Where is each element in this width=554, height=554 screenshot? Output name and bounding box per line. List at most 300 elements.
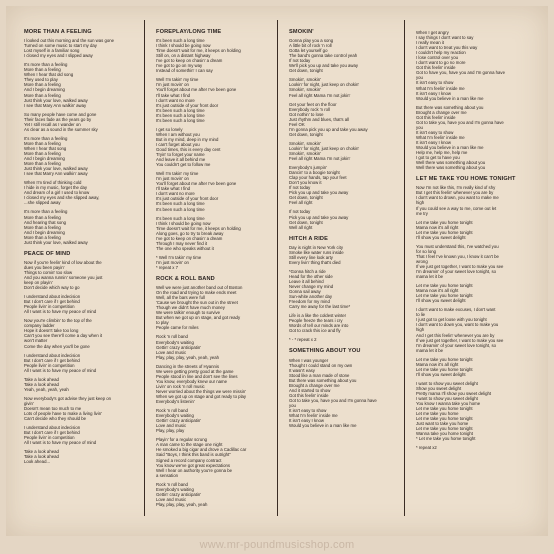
song-title: SOMETHING ABOUT YOU (289, 348, 361, 355)
lyric-line: Can't you see there'll come a day when it (24, 333, 103, 339)
lyric-line: Well I hear on authority you're gonna be (156, 467, 232, 473)
lyric-line: You'll forget about me after I've been gone (156, 181, 237, 187)
lyric-line: On the road and trying to make ends meet (156, 290, 237, 296)
lyric-line: More than a feeling (24, 214, 61, 220)
lyric-line: Got to have you, have you and I'm gonna have (416, 70, 505, 76)
lyric-line: Take a look ahead (24, 376, 59, 382)
lyric-stanza (416, 105, 538, 171)
lyric-line: More than a feeling (24, 92, 61, 98)
lyric-line: Freedom for my mind (289, 299, 330, 305)
lyric-line: high (416, 327, 425, 333)
lyric-stanza (156, 38, 278, 73)
lyric-line: Play, play, play, yeah, yeah (156, 501, 208, 507)
lyric-line: keep on playin' (24, 280, 53, 286)
lyric-line: for so long (416, 248, 437, 254)
lyric-line: But I don't care if I get behind (24, 357, 80, 363)
lyric-line: Well all right (289, 224, 313, 230)
lyric-line: I want to show you sweet delight (416, 380, 478, 386)
lyric-line: Gonna sail away (289, 289, 321, 295)
lyric-stanza (24, 449, 146, 464)
lyric-line: Gettin' crazy anticipatin' (156, 344, 202, 350)
lyric-line: Signed a record company contract (156, 457, 222, 463)
lyric-line: Let me take you home tonight (416, 293, 473, 299)
lyric-line: But I get this feelin' whenever you are by (416, 190, 494, 196)
lyric-line: Everybody's waiting (156, 339, 194, 345)
lyric-line: Time doesn't wait for me, it keeps on holding (156, 48, 241, 54)
lyric-line: Got nothin' to lose (289, 111, 324, 117)
lyric-line: Got to take you, have you and I'm gonna have (416, 119, 504, 125)
lyric-line: But there was something about you (416, 104, 484, 110)
lyric-line: But in my mind, deep in my mind (156, 136, 219, 142)
lyric-line: Still on, on a distant highway (156, 53, 211, 59)
lyric-line: I closed my eyes and she slipped away, (24, 195, 100, 201)
lyric-line: Their faces fade as the years go by (24, 116, 92, 122)
lyric-line: People livin' in competition (24, 304, 75, 310)
lyric-line: I couldn't help my reaction (416, 50, 466, 56)
lyric-line: Though we didn't have much money (156, 305, 225, 311)
lyric-line: Mama now it's all right (416, 361, 459, 367)
lyric-line: Just want to take you home (416, 421, 469, 427)
lyric-stanza (289, 313, 411, 333)
lyric-line: Through I may never find it (156, 240, 208, 246)
lyric-line: Got to take you, have you and I'm gonna have (289, 397, 377, 403)
lyric-line: We'll pick you up and take you away (289, 63, 359, 69)
lyric-line: I'll take what I find (156, 186, 191, 192)
lyric-line: Well I'm takin' my time (156, 171, 199, 177)
lyric-line: When I hear that old song (24, 72, 74, 78)
lyric-line: But I don't care if I get behind (24, 299, 80, 305)
lyric-line: Well there was something about you (416, 160, 486, 166)
lyric-line: But I don't care if I get behind (24, 430, 80, 436)
lyric-line: Everybody rock 'n roll (289, 106, 330, 112)
lyric-line: I don't want to go no more (416, 60, 466, 66)
lyric-line: It's just outside of your front door (156, 102, 219, 108)
lyric-stanza (289, 269, 411, 309)
lyric-line: More than a feeling (24, 82, 61, 88)
lyric-line: Tryin' to forget your name (156, 152, 205, 158)
lyric-line: More than a feeling (24, 161, 61, 167)
lyric-line: a sensation (156, 472, 178, 478)
lyric-line: It's been such a long time (156, 215, 205, 221)
lyric-line: Head for the other side (289, 273, 333, 279)
lyric-line: Rock 'n roll band (156, 481, 188, 487)
lyric-line: Let me take you home tonight (416, 356, 473, 362)
lyric-line: I see that Marry Ann walkin' away (24, 171, 88, 177)
song-title: PEACE OF MIND (24, 250, 71, 257)
lyric-line: Let me take you home tonight (416, 426, 473, 432)
lyric-line: Play, play, play (156, 428, 185, 434)
lyric-line: It isn't easy I know (289, 418, 324, 424)
lyric-line: And it started to show (289, 387, 331, 393)
lyric-line: Let me take you home tonight (416, 406, 473, 412)
lyric-line: It isn't easy to show (289, 408, 327, 413)
lyric-line: I understand about indecision (24, 352, 81, 358)
lyric-line: * Well I'm takin' my time (156, 254, 202, 260)
lyric-line: Thought I could stand on my own (289, 362, 353, 368)
lyric-line: Well, all the bars were full (156, 295, 205, 301)
lyric-stanza (156, 285, 278, 330)
lyric-line: Come the day when you'll be gone (24, 343, 90, 349)
lyric-sheet (6, 6, 548, 536)
lyric-line: Smoke like water runs inside (289, 249, 344, 255)
lyric-stanza (156, 127, 278, 167)
lyric-stanza (416, 30, 538, 101)
lyric-stanza (24, 180, 146, 205)
lyric-line: to lie (416, 312, 426, 318)
lyric-line: More than a feeling (24, 224, 61, 230)
lyric-line: And I begin dreaming (24, 87, 65, 93)
lyric-line: Mama now it's all right (416, 224, 459, 230)
lyric-line: givin' (24, 400, 34, 406)
lyric-line: Gotta let yourself go (289, 48, 328, 54)
song-block (289, 237, 411, 343)
lyric-line: I really mean it (416, 40, 444, 46)
lyric-line: Every livin' thing that's died (289, 259, 341, 265)
lyric-line: Got to crack this ice and fly (289, 328, 341, 334)
lyric-line: Just rhythm and blues, that's all (289, 116, 350, 122)
lyric-line: Feel OK (289, 121, 305, 127)
lyric-line: A little bit of rock 'n roll (289, 43, 332, 49)
lyric-line: All I want is to have my peace of mind (24, 367, 97, 373)
lyric-line: Life is a like the coldest winter (289, 313, 347, 319)
lyric-line: company ladder (24, 323, 55, 329)
lyric-line: * - * repeat x 2 (289, 337, 317, 343)
lyric-line: The band's gonna take control yeah (289, 53, 358, 59)
lyric-line: I understand about indecision (24, 294, 81, 300)
lyric-line: Just think your love, walked away (24, 97, 88, 103)
lyric-line: wrong (416, 258, 428, 264)
lyric-line: I'm dreamin' of your sweet love tonight, so (416, 269, 496, 275)
lyric-line: Feel all right Mama I'm not jokin' (289, 156, 351, 162)
lyric-stanza (24, 294, 146, 314)
lyric-line: We were getting pretty good at the game (156, 368, 234, 374)
lyric-stanza (24, 112, 146, 132)
lyric-line: So many people have come and gone (24, 111, 97, 117)
lyric-stanza (156, 334, 278, 359)
lyric-line: People freeze the tears i cry (289, 318, 343, 324)
lyric-line: The one who speaks without it (156, 245, 214, 251)
lyric-stanza (156, 482, 278, 507)
lyric-stanza (24, 396, 146, 421)
lyric-line: It's more than a feeling (24, 135, 68, 141)
lyric-line: As clear as a sound in the summer sky (24, 126, 98, 132)
lyric-line: mama let it be (416, 274, 443, 280)
lyric-line: Help me, help me, help me (416, 150, 468, 156)
lyric-line: I say things I don't want to say (416, 35, 474, 41)
lyric-line: Never change my mind (289, 284, 334, 290)
lyric-stanza (289, 141, 411, 161)
lyric-line: Hope it doesn't take too long (24, 328, 79, 334)
lyric-stanza (156, 364, 278, 404)
lyric-line: to play (156, 320, 169, 326)
lyric-stanza (416, 185, 538, 215)
lyric-line: Smokin', smokin' (289, 87, 321, 93)
lyrics-column-4 (416, 30, 538, 455)
lyric-line: I'll show you sweet delight (416, 371, 466, 377)
lyric-line: Livin' on rock 'n roll music (156, 383, 205, 389)
lyric-line: Smokin', smokin' (289, 150, 321, 156)
lyric-line: I don't want no more (156, 191, 195, 197)
lyric-line: It's been such a long time (156, 112, 205, 118)
lyric-line: I don't want to drown, you want to make me (416, 195, 499, 201)
lyric-line: People came for miles (156, 325, 199, 331)
lyric-line: Pick you up and take you away (289, 190, 349, 196)
song-title: SMOKIN' (289, 29, 314, 35)
lyric-line: Now you're climbin' to the top of the (24, 318, 92, 324)
lyric-line: Look ahead... (24, 459, 51, 465)
lyric-line: I hide in my music, forget the day (24, 185, 88, 191)
song-title: MORE THAN A FEELING (24, 29, 92, 35)
lyric-stanza (24, 38, 146, 58)
lyric-line: Rock 'n roll band (156, 408, 188, 414)
lyric-line: *Gonna hitch a ride (289, 268, 326, 274)
lyric-line: I've got to go on my way (156, 63, 203, 69)
lyric-line: It isn't easy to show (416, 80, 454, 86)
lyric-line: When I hear that song (24, 145, 67, 151)
lyric-line: high (416, 200, 425, 206)
lyric-line: It's been such a long time (156, 201, 205, 207)
lyric-line: Would you believe in a man like me (416, 95, 484, 101)
lyric-stanza (156, 171, 278, 211)
lyric-line: Would you believe in a man like me (416, 145, 484, 151)
song-block (416, 177, 538, 450)
lyric-line: Let me take you home tonight (416, 366, 473, 372)
lyric-line: Now if you're feelin' kind of low about the (24, 259, 102, 265)
lyric-line: Feel all right (289, 200, 313, 206)
lyric-line: I just got to get loose with you tonight (416, 317, 487, 323)
lyric-line: Got this feelin' inside (416, 114, 456, 120)
lyric-stanza (416, 445, 538, 450)
lyric-line: Time doesn't wait for me, it keeps on holding (156, 225, 241, 231)
lyric-line: Let me take you home tonight (416, 219, 473, 225)
lyric-stanza (416, 283, 538, 303)
lyric-stanza (156, 437, 278, 477)
lyric-line: And I get this feelin' whenever you are by (416, 332, 495, 338)
lyric-line: Got this feelin' inside (289, 392, 329, 398)
lyric-line: Just think your love, walked away (24, 239, 88, 245)
lyric-line: When we got up on stage and got ready to play (156, 394, 247, 399)
lyric-line: Just think your love, walked away (24, 166, 88, 172)
lyric-line: Let me take you home (416, 411, 459, 417)
lyric-line: I get so lonely (156, 126, 183, 132)
lyric-stanza (416, 244, 538, 279)
lyric-line: We were talkin' enough to survive (156, 310, 221, 316)
lyric-line: Brought a change over me (416, 109, 467, 115)
lyric-line: If we just get together, I want to make you see (416, 337, 504, 343)
lyric-line: I can't forget about you (156, 141, 200, 147)
song-block (289, 30, 411, 230)
lyric-line: People livin' in competition (24, 435, 75, 441)
lyric-line: Playin' for a regular scrung (156, 437, 207, 443)
lyric-line: Get down, tonight (289, 219, 323, 225)
lyric-stanza (24, 353, 146, 373)
lyric-stanza (289, 245, 411, 265)
lyric-line: If we just get together, I want to make you see (416, 263, 504, 269)
lyric-line: Feel all right Mama I'm not jokin' (289, 92, 351, 98)
lyric-stanza (156, 216, 278, 251)
lyric-line: I think I should be going now (156, 220, 211, 226)
watermark-url: www.mr-poundmusicshop.com (199, 539, 355, 551)
lyric-line: You know we've got great expectations (156, 462, 230, 468)
lyric-stanza (289, 77, 411, 97)
lyric-line: * Let me take you home tonight (416, 436, 476, 442)
lyric-line: If you could see a way to me, come out let (416, 205, 497, 211)
lyric-line: And dream of a girl I used to know (24, 190, 90, 196)
lyric-line: mama let it be (416, 347, 443, 353)
lyric-stanza (289, 165, 411, 205)
lyric-line: Pick you up and take you away (289, 214, 349, 220)
lyric-line: Wanna take you home tonight (416, 431, 473, 437)
lyric-line: * repeat x 7 (156, 264, 178, 270)
lyric-line: Good times, this is every day cent (156, 146, 221, 152)
lyric-line: What I'm feelin' inside me (416, 134, 465, 140)
lyric-line: Lots of people have to make a living livin' (24, 411, 102, 417)
lyric-line: I'll show you sweet delight (416, 298, 466, 304)
lyric-line: Never worried about the things we were missin' (156, 388, 246, 394)
lyric-line: And I begin dreaming (24, 229, 65, 235)
lyric-line: More than a feeling (24, 150, 61, 156)
lyric-line: 'Cause we brought the sun out in the street (156, 300, 238, 306)
lyric-line: Turned on some music to start my day (24, 43, 97, 49)
lyric-line: It wasn't easy (289, 367, 315, 373)
lyric-stanza (24, 425, 146, 445)
lyric-line: If not today (289, 185, 311, 191)
lyric-line: All I want is to have my peace of mind (24, 309, 97, 315)
lyric-line: Still every line look arty (289, 254, 333, 260)
lyric-line: Love and music (156, 496, 187, 502)
lyrics-column-2 (156, 30, 278, 511)
lyric-line: It's more than a feeling (24, 209, 68, 215)
lyric-stanza (156, 408, 278, 433)
lyric-line: Dancin' to a boogie tonight (289, 170, 340, 176)
lyric-stanza (289, 102, 411, 137)
lyric-line: Said "Boys, I think this band is outright" (156, 452, 231, 458)
lyric-stanza (289, 358, 411, 429)
lyric-line: It isn't easy I know (416, 139, 451, 145)
lyric-line: You'll forget about me after I've been gone (156, 87, 237, 93)
lyric-line: And hearing that song (24, 219, 67, 225)
lyric-line: I've got to keep on chasin' a dream (156, 58, 223, 64)
lyric-line: Carry me away for the last time* (289, 304, 351, 310)
lyric-line: Let me take you home tonight (416, 229, 473, 235)
lyrics-column-1 (24, 30, 146, 468)
lyric-line: Don't you know it (289, 180, 322, 186)
lyric-line: I'll show you sweet delight (416, 234, 466, 240)
lyric-line: It isn't easy I know (416, 90, 451, 96)
lyric-line: Mama now it's all right (416, 288, 459, 294)
lyric-line: Now everybody's got advise they just keep on (24, 395, 112, 401)
lyric-line: Smokin', smokin' (289, 140, 321, 146)
lyric-line: And leave it all behind me (156, 157, 206, 163)
lyric-line: * repeat x2 (416, 445, 437, 451)
lyric-line: I closed my eyes and I slipped away (24, 53, 93, 59)
lyric-line: I don't want to down you, want to make you (416, 322, 499, 328)
lyric-line: But there was something about you (289, 377, 357, 383)
lyric-line: I don't want no more (156, 97, 195, 103)
lyric-stanza (416, 381, 538, 442)
lyric-line: Get your feet on the floor (289, 101, 337, 107)
lyric-line: ...she slipped away (24, 200, 61, 206)
lyric-line: Love and music (156, 349, 187, 355)
lyric-stanza (24, 377, 146, 392)
lyric-line: When I was younger (289, 357, 329, 363)
lyric-line: Words of tell our minds are into (289, 323, 349, 329)
lyric-stanza (289, 38, 411, 73)
lyric-stanza (416, 357, 538, 377)
lyric-line: What I'm feelin' inside me (289, 413, 338, 419)
lyric-line: Can't decide who they should be (24, 416, 86, 422)
lyric-line: More than a feeling (24, 67, 61, 73)
lyric-line: Yet I still recall as I wander on (24, 121, 81, 127)
lyric-line: Would you believe in a man like me (289, 423, 357, 429)
lyric-line: You know I wanna take you home (416, 401, 481, 407)
lyric-line: you (289, 402, 296, 408)
lyric-line: I got to get to have you (416, 155, 460, 161)
lyric-line: Pretty mama I'll show you sweet delight (416, 391, 492, 396)
lyric-line: It isn't easy to show (416, 129, 454, 135)
lyric-stanza (289, 337, 411, 342)
lyric-line: I lose control over you (416, 55, 459, 61)
lyric-line: you (416, 75, 423, 81)
lyric-line: dues you been payin' (24, 264, 65, 270)
lyric-stanza (24, 62, 146, 107)
lyric-line: Everybody's waiting (156, 413, 194, 419)
lyric-line: You know, everybody knew our name (156, 378, 228, 384)
lyric-line: Get down, tonight (289, 68, 323, 74)
lyric-line: I'm dreamin' of your sweet love tonight, so (416, 342, 496, 348)
lyric-line: More than a feeling (24, 140, 61, 146)
lyric-line: I'll take what I find (156, 92, 191, 98)
song-title: ROCK & ROLL BAND (156, 276, 215, 283)
lyric-line: Well we were just another band out of Boston (156, 285, 243, 291)
lyric-line: I don't want to make excuses, I don't want (416, 307, 496, 313)
lyric-line: Everybody's listenin' (156, 399, 195, 405)
lyric-line: It's more than a feeling (24, 62, 68, 68)
lyric-line: I looked out this morning and the sun was gone (24, 38, 115, 44)
lyric-line: Gettin' crazy anticipatin' (156, 418, 202, 424)
lyric-line: You couldn't get to follow me (156, 162, 211, 168)
lyric-line: And I begin dreaming (24, 156, 65, 162)
lyric-line: Yeah, yeah, yeah, yeah (24, 386, 69, 392)
lyric-line: Dancing in the streets of Hyannis (156, 363, 220, 369)
song-title: LET ME TAKE YOU HOME TONIGHT (416, 176, 516, 183)
lyric-line: Now I'm not like this, I'm really kind of shy (416, 185, 496, 191)
lyric-line: Love and music (156, 423, 187, 429)
lyric-line: It's just outside of your front door (156, 196, 219, 202)
lyric-line: Get down, tonight (289, 195, 323, 201)
lyric-line: Let me take you home tonight (416, 283, 473, 289)
lyric-line: Take a look ahead (24, 454, 59, 460)
lyric-line: He smoked a big cigar and drove a Cadillac car (156, 447, 247, 453)
lyric-line: Well there was something about you (416, 165, 486, 171)
lyric-line: All I want is to have my peace of mind (24, 440, 97, 446)
lyric-stanza (24, 209, 146, 244)
lyric-line: Smokin', smokin' (289, 77, 321, 83)
lyric-line: Day is night in New York city (289, 244, 343, 250)
lyric-stanza (24, 136, 146, 176)
lyric-line: Sun-white another day (289, 294, 332, 300)
lyric-line: I'm just movin' on (156, 82, 189, 88)
lyric-stanza (416, 220, 538, 240)
song-block (156, 30, 278, 270)
lyric-line: And you wanna runnin' someone you just (24, 274, 103, 280)
lyric-line: Brought a change over me (289, 382, 340, 388)
lyric-line: People stood in line and don't see the lines (156, 373, 238, 379)
lyric-line: But when we got up on stage, and got ready (156, 315, 241, 321)
lyric-line: It's been such a long time (156, 38, 205, 44)
lyric-line: I don't want to treat you this way (416, 45, 478, 51)
song-title: FOREPLAY/LONG TIME (156, 29, 222, 35)
